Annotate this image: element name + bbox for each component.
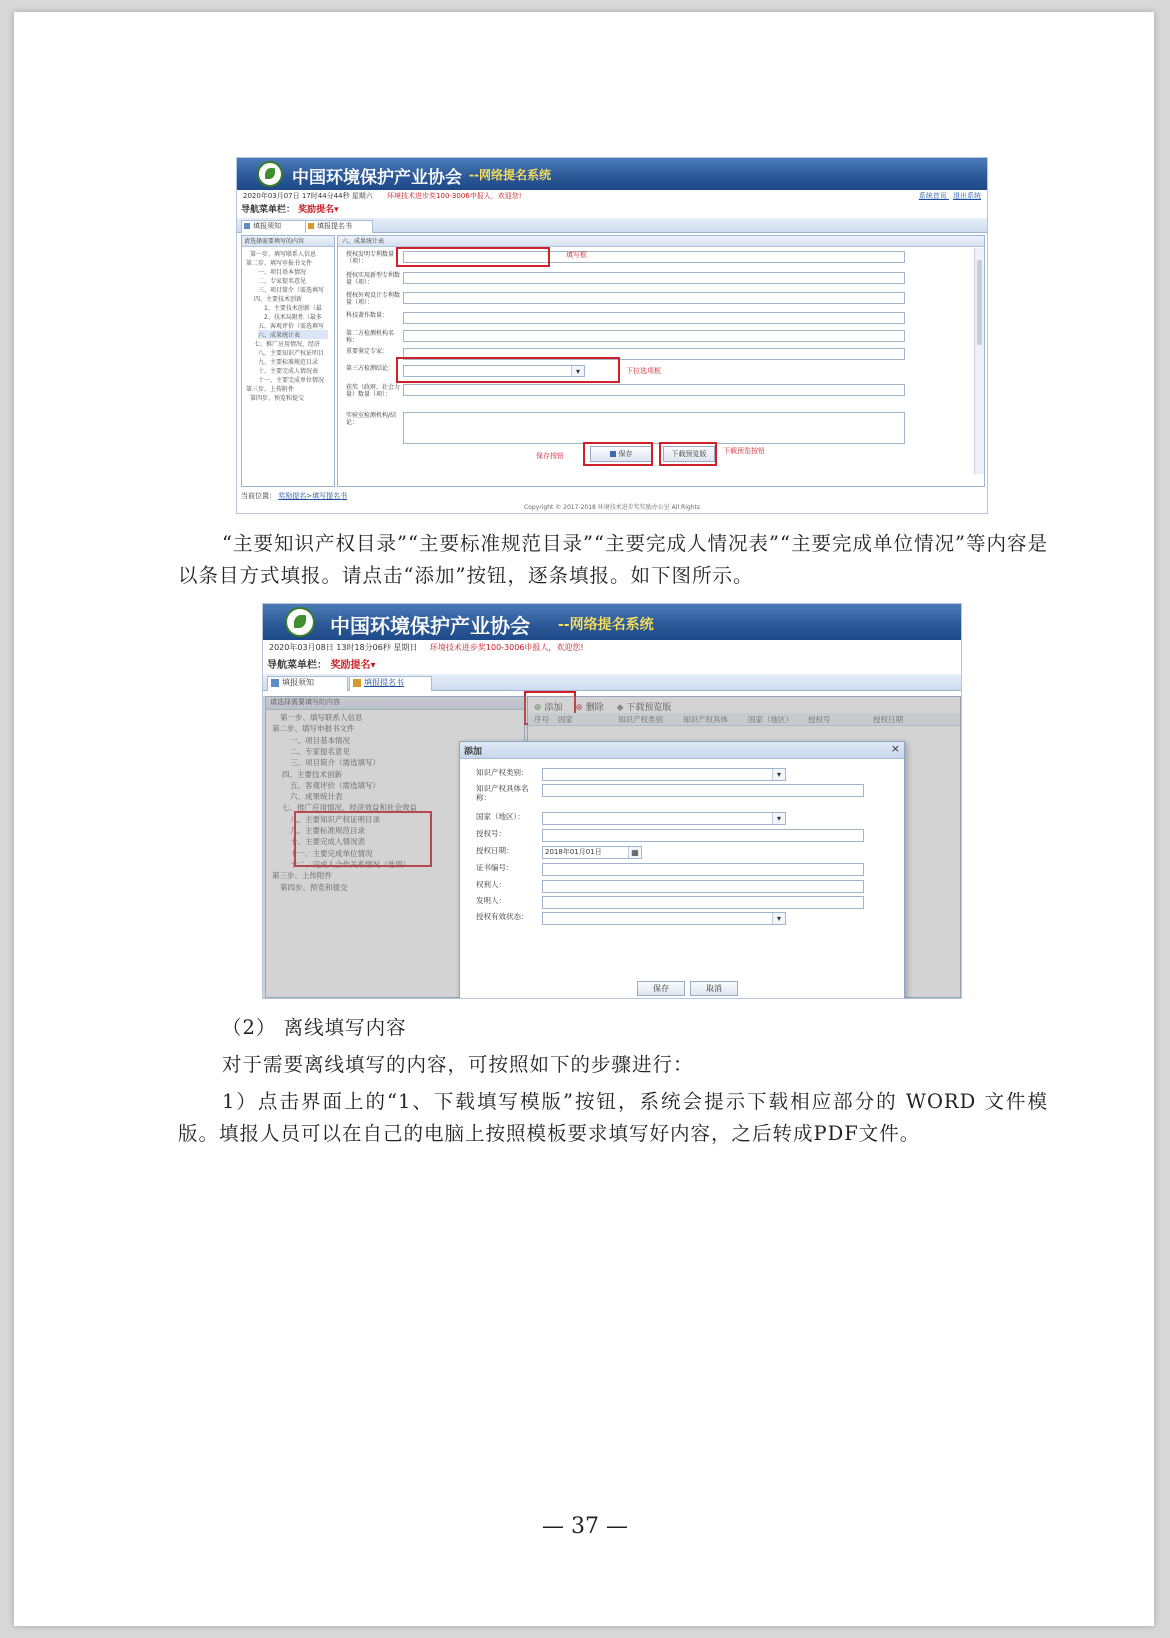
home-link[interactable]: 系统首页 xyxy=(918,192,947,200)
tree1-item[interactable]: 九、主要标准规范目录 xyxy=(258,359,319,366)
download-button-note: 下载预览按钮 xyxy=(723,447,765,455)
form-field-label: 授权实用新型专利数量（项）： xyxy=(346,272,401,286)
dialog-text-input[interactable] xyxy=(542,896,864,909)
input-field-note: 填写框 xyxy=(566,251,587,259)
dialog-select[interactable] xyxy=(542,768,786,781)
dropdown-arrow-icon[interactable]: ▾ xyxy=(571,366,584,376)
grid-column-header[interactable]: 序号 xyxy=(534,715,549,724)
content-tree-panel xyxy=(241,235,335,487)
tree1-item[interactable]: 六、成果统计表 xyxy=(258,330,328,339)
paragraph-offline-steps: 对于需要离线填写的内容，可按照如下的步骤进行： xyxy=(222,1053,694,1076)
dialog-title: 添加 xyxy=(464,747,483,757)
tree1-item[interactable]: 一、项目基本情况 xyxy=(258,269,307,276)
dialog-date-input[interactable]: 2018年01月01日 ▦ xyxy=(542,846,642,859)
banner-title: 中国环境保护产业协会 xyxy=(330,614,530,638)
tree1-item[interactable]: 十、主要完成人情况表 xyxy=(258,368,319,375)
tree-header: 请选择需要填写的内容 xyxy=(242,236,334,247)
tree1-item[interactable]: 四、主要技术创新 xyxy=(254,296,303,303)
dialog-select[interactable] xyxy=(542,912,786,925)
tree2-item[interactable]: 第一步、填写联系人信息 xyxy=(280,713,363,722)
nav-menu-award[interactable]: 奖励提名▾ xyxy=(298,205,339,215)
form-field-label: 授权发明专利数量（项）： xyxy=(346,251,395,265)
edit-icon xyxy=(353,679,361,687)
paragraph-entry-mode: “主要知识产权目录”“主要标准规范目录”“主要完成人情况表”“主要完成单位情况”等内容是以条目方式填报。请点击“添加”按钮，逐条填报。如下图所示。 xyxy=(178,532,1048,587)
form-field-label: 获奖（政府、社会力量）数量（项）： xyxy=(346,384,401,398)
add-button[interactable]: ⊕ 添加 xyxy=(534,703,563,713)
form-field-input[interactable] xyxy=(403,292,905,304)
screenshot-add-dialog xyxy=(262,603,962,999)
tree2-item[interactable]: 第三步、上传附件 xyxy=(272,871,332,881)
add-dialog xyxy=(459,741,905,999)
nav-menu-label: 导航菜单栏： xyxy=(267,660,327,671)
form-field-input[interactable] xyxy=(403,412,905,444)
grid-column-header[interactable]: 国家（地区） xyxy=(748,715,793,724)
dropdown-field-note: 下拉选项框 xyxy=(626,367,661,375)
dialog-field-label: 发明人： xyxy=(476,896,506,905)
tab-nomination-form[interactable]: 填报提名书 xyxy=(349,676,432,691)
dialog-select[interactable] xyxy=(542,812,786,825)
tree1-item[interactable]: 第四步、预览和提交 xyxy=(250,395,305,402)
system-banner xyxy=(263,604,961,640)
form-field-label: 授权外观设计专利数量（项）： xyxy=(346,292,401,306)
dialog-text-input[interactable] xyxy=(542,880,864,893)
dialog-field-label: 授权号： xyxy=(476,829,506,838)
grid-column-header[interactable]: 授权日期 xyxy=(873,715,903,724)
dialog-save-button[interactable]: 保存 xyxy=(637,981,685,996)
system-banner xyxy=(237,158,987,190)
tree1-item[interactable]: 五、客观评价（需选填写 xyxy=(258,323,325,330)
dialog-field-label: 授权日期： xyxy=(476,846,514,855)
tree2-item[interactable]: 一、项目基本情况 xyxy=(290,735,350,745)
tree2-item[interactable]: 第四步、预览和提交 xyxy=(280,882,348,892)
form-field-label: 实验室检测机构/结论： xyxy=(346,412,397,426)
copyright: Copyright © 2017-2018 环境技术进步奖奖励办公室 All Rights xyxy=(524,504,700,511)
tree2-item[interactable]: 十二、完成人合作关系情况（选填） xyxy=(290,859,410,869)
status-date: 2020年03月08日 13时18分06秒 星期日 xyxy=(269,643,418,652)
form-field-label: 重要鉴定专家： xyxy=(346,348,389,355)
paragraph-download-template: 1）点击界面上的“1、下载填写模版”按钮，系统会提示下载相应部分的 WORD 文件模版。填报人员可以在自己的电脑上按照模板要求填写好内容，之后转成PDF文件。 xyxy=(178,1090,1048,1145)
heading-offline-filling: （2） 离线填写内容 xyxy=(222,1016,407,1039)
tree1-item[interactable]: 第二步、填写申报书文件 xyxy=(246,260,313,267)
tree2-item[interactable]: 五、客观评价（需选填写） xyxy=(290,780,380,790)
dialog-field-label: 知识产权类别： xyxy=(476,768,529,777)
save-button[interactable]: 保存 xyxy=(590,446,652,462)
tree1-item[interactable]: 第一步、填写联系人信息 xyxy=(250,251,317,258)
banner-subtitle: --网络提名系统 xyxy=(558,617,654,633)
dialog-close-icon[interactable]: × xyxy=(890,742,900,755)
form-field-input[interactable] xyxy=(403,312,905,324)
dialog-field-label: 知识产权具体名称： xyxy=(476,784,529,802)
tree2-item[interactable]: 八、主要知识产权证明目录 xyxy=(290,814,380,824)
tree2-item[interactable]: 六、成果统计表 xyxy=(290,792,343,802)
tree1-item[interactable]: 1、主要技术创新（最 xyxy=(264,305,322,312)
form-scrollbar[interactable] xyxy=(974,248,984,474)
tab-nomination-form[interactable]: 填报提名书 xyxy=(305,220,373,233)
home-icon xyxy=(271,679,279,687)
tree2-item[interactable]: 七、推广应用情况、经济效益和社会效益 xyxy=(282,803,417,813)
grid-column-header[interactable]: 授权号 xyxy=(808,715,831,724)
tree1-item[interactable]: 三、项目简介（需选填写 xyxy=(258,287,325,294)
banner-subtitle: --网络提名系统 xyxy=(469,168,551,182)
welcome-message: 环境技术进步奖100-3006申报人，欢迎您! xyxy=(387,192,522,200)
tree1-item[interactable]: 七、推广应用情况、经济 xyxy=(254,341,321,348)
form-field-label: 第三方检测结论： xyxy=(346,365,395,372)
tree2-item[interactable]: 十、主要完成人情况表 xyxy=(290,837,365,847)
status-date: 2020年03月07日 17时44分44秒 星期六 xyxy=(243,192,373,200)
grid-column-header[interactable]: 知识产权具体 xyxy=(683,715,728,724)
dialog-field-label: 证书编号： xyxy=(476,863,514,872)
download-preview-button[interactable]: ◆ 下载预览版 xyxy=(616,703,672,713)
form-field-input[interactable] xyxy=(403,384,905,396)
tab-instructions[interactable]: 填报须知 xyxy=(241,220,307,233)
download-preview-button[interactable]: 下载预览版 xyxy=(663,446,715,462)
tab-bar xyxy=(237,218,987,233)
dialog-cancel-button[interactable]: 取消 xyxy=(690,981,738,996)
tree2-item[interactable]: 十一、主要完成单位情况 xyxy=(290,848,373,858)
banner-title: 中国环境保护产业协会 xyxy=(292,168,462,188)
association-logo-icon xyxy=(285,607,315,637)
tree2-item[interactable]: 三、项目简介（需选填写） xyxy=(290,758,380,768)
tree1-item[interactable]: 第三步、上传附件 xyxy=(246,386,295,393)
nav-menu-label: 导航菜单栏： xyxy=(241,205,296,215)
home-icon xyxy=(244,223,250,229)
welcome-message: 环境技术进步奖100-3006申报人，欢迎您! xyxy=(429,643,584,652)
grid-column-header[interactable]: 知识产权类别 xyxy=(618,715,663,724)
location-label: 当前位置： xyxy=(241,492,276,500)
form-header: 六、成果统计表 xyxy=(338,236,984,247)
form-field-input[interactable] xyxy=(403,272,905,284)
grid-column-header[interactable]: 国家 xyxy=(558,715,573,724)
form-field-input[interactable] xyxy=(403,330,905,342)
outcome-form-panel xyxy=(337,235,985,487)
tree-header: 请选择需要填写的内容 xyxy=(266,697,524,710)
dropdown-arrow-icon[interactable]: ▾ xyxy=(772,813,785,824)
save-button-note: 保存按钮 xyxy=(536,452,564,460)
tree1-item[interactable]: 二、专家提名意见 xyxy=(258,278,307,285)
form-field-label: 第二方检测机构名称： xyxy=(346,330,395,344)
tree1-item[interactable]: 2、技术局限性（最多 xyxy=(264,314,322,321)
dropdown-arrow-icon[interactable]: ▾ xyxy=(772,769,785,780)
logout-link[interactable]: 退出系统 xyxy=(953,192,981,200)
dialog-field-label: 国家（地区）： xyxy=(476,812,525,821)
dialog-text-input[interactable] xyxy=(542,784,864,797)
tab-bar xyxy=(263,674,961,691)
tree2-item[interactable]: 第二步、填写申报书文件 xyxy=(272,724,355,734)
edit-icon xyxy=(308,223,314,229)
dialog-text-input[interactable] xyxy=(542,863,864,876)
delete-button[interactable]: ⊗ 删除 xyxy=(575,703,604,713)
location-path[interactable]: 奖励提名>填写提名书 xyxy=(278,492,348,500)
dialog-field-label: 授权有效状态： xyxy=(476,912,529,921)
form-field-label: 科技著作数量： xyxy=(346,312,389,319)
association-logo-icon xyxy=(257,161,283,187)
tree2-item[interactable]: 四、主要技术创新 xyxy=(282,769,342,779)
tree2-item[interactable]: 九、主要标准规范目录 xyxy=(290,826,365,835)
page-number: — 37 — xyxy=(542,1514,628,1539)
tab-instructions[interactable]: 填报须知 xyxy=(267,676,348,691)
dialog-text-input[interactable] xyxy=(542,829,864,842)
tree1-item[interactable]: 十一、主要完成单位情况 xyxy=(258,377,325,384)
dropdown-arrow-icon[interactable]: ▾ xyxy=(772,913,785,924)
tree2-item[interactable]: 二、专家提名意见 xyxy=(290,746,350,756)
nav-menu-award[interactable]: 奖励提名▾ xyxy=(330,660,376,671)
screenshot-outcome-form xyxy=(236,157,988,514)
dialog-field-label: 权利人： xyxy=(476,880,506,889)
calendar-icon[interactable]: ▦ xyxy=(628,847,641,858)
tree1-item[interactable]: 八、主要知识产权证明目 xyxy=(258,350,325,357)
